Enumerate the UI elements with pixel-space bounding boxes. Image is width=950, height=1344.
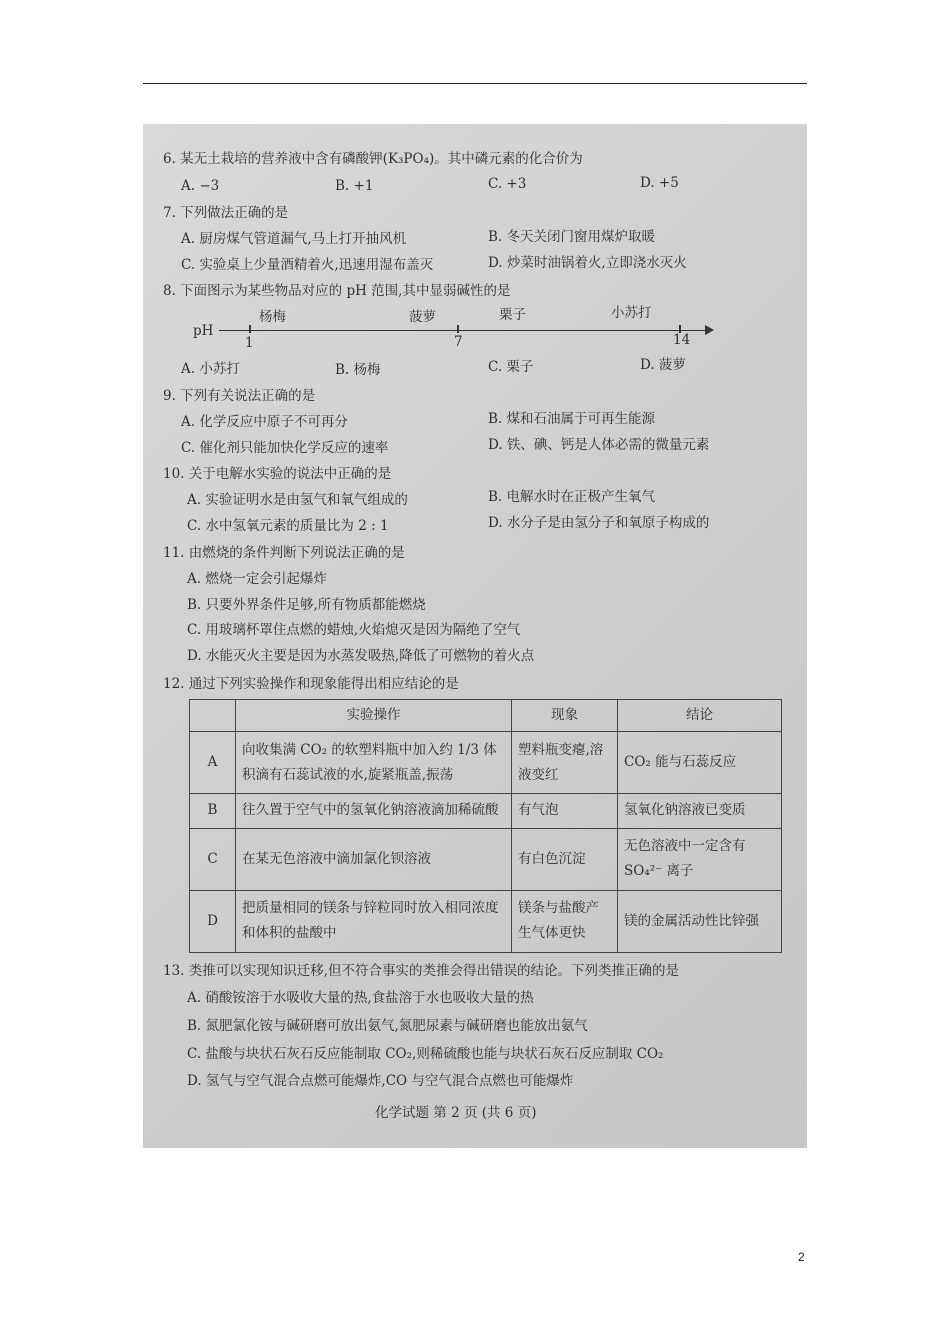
q10-stem: 10. 关于电解水实验的说法中正确的是 [163,466,392,482]
q9-stem: 9. 下列有关说法正确的是 [163,388,316,404]
q6-option-d: D. +5 [640,175,679,191]
ph-item-yangmei: 杨梅 [259,309,286,325]
ph-tick-1 [249,325,251,333]
q9-option-c: C. 催化剂只能加快化学反应的速率 [181,440,389,456]
table-cell-option: C [190,828,236,890]
q13-option-d: D. 氢气与空气混合点燃可能爆炸,CO 与空气混合点燃也可能爆炸 [187,1073,574,1089]
table-header-cell: 实验操作 [236,700,512,732]
table-header-cell [190,700,236,732]
page-footer: 化学试题 第 2 页 (共 6 页) [375,1105,537,1121]
table-cell-operation: 往久置于空气中的氢氧化钠溶液滴加稀硫酸 [236,794,512,829]
ph-tick-label-14: 14 [673,332,691,348]
table-cell-option: B [190,794,236,829]
table-cell-conclusion: 氢氧化钠溶液已变质 [618,794,782,829]
q9-option-a: A. 化学反应中原子不可再分 [181,414,348,430]
q8-option-d: D. 菠萝 [640,357,686,373]
q6-stem: 6. 某无土栽培的营养液中含有磷酸钾(K₃PO₄)。其中磷元素的化合价为 [163,151,583,167]
ph-item-lizi: 栗子 [499,307,526,323]
table-cell-conclusion: CO₂ 能与石蕊反应 [618,732,782,794]
q11-option-c: C. 用玻璃杯罩住点燃的蜡烛,火焰熄灭是因为隔绝了空气 [187,622,521,638]
table-cell-phenomenon: 有白色沉淀 [512,828,618,890]
ph-axis-label: pH [193,323,214,339]
q11-option-d: D. 水能灭火主要是因为水蒸发吸热,降低了可燃物的着火点 [187,648,535,664]
table-row [190,828,782,890]
experiment-table [189,699,782,953]
table-cell-phenomenon: 塑料瓶变瘪,溶液变红 [512,732,618,794]
table-cell-conclusion: 镁的金属活动性比锌强 [618,890,782,952]
q10-option-d: D. 水分子是由氢分子和氧原子构成的 [488,515,710,531]
q7-option-a: A. 厨房煤气管道漏气,马上打开抽风机 [181,231,407,247]
table-row [190,794,782,829]
q6-option-a: A. −3 [181,178,220,194]
q6-option-b: B. +1 [335,178,374,194]
table-row [190,732,782,794]
table-cell-operation: 在某无色溶液中滴加氯化钡溶液 [236,828,512,890]
table-row [190,890,782,952]
table-header-cell: 结论 [618,700,782,732]
q13-stem: 13. 类推可以实现知识迁移,但不符合事实的类推会得出错误的结论。下列类推正确的是 [163,963,680,979]
q6-option-c: C. +3 [488,176,527,192]
q10-option-c: C. 水中氢氧元素的质量比为 2 : 1 [187,518,389,534]
q10-option-b: B. 电解水时在正极产生氧气 [488,489,656,505]
page-number: 2 [798,1250,805,1264]
table-cell-phenomenon: 有气泡 [512,794,618,829]
q8-stem: 8. 下面图示为某些物品对应的 pH 范围,其中显弱碱性的是 [163,283,511,299]
q7-option-c: C. 实验桌上少量酒精着火,迅速用湿布盖灭 [181,257,434,273]
table-cell-option: D [190,890,236,952]
q12-stem: 12. 通过下列实验操作和现象能得出相应结论的是 [163,676,459,692]
ph-scale-arrow-icon [705,325,714,335]
q13-option-b: B. 氮肥氯化铵与碱研磨可放出氨气,氮肥尿素与碱研磨也能放出氨气 [187,1018,588,1034]
table-cell-operation: 把质量相同的镁条与锌粒同时放入相同浓度和体积的盐酸中 [236,890,512,952]
header-rule [143,83,807,84]
q8-option-b: B. 杨梅 [335,362,381,378]
table-cell-phenomenon: 镁条与盐酸产生气体更快 [512,890,618,952]
q9-option-d: D. 铁、碘、钙是人体必需的微量元素 [488,437,710,453]
q11-option-a: A. 燃烧一定会引起爆炸 [187,571,327,587]
q8-option-a: A. 小苏打 [181,361,240,377]
q7-option-d: D. 炒菜时油锅着火,立即浇水灭火 [488,255,687,271]
q7-option-b: B. 冬天关闭门窗用煤炉取暖 [488,229,656,245]
ph-item-boluo: 菠萝 [409,309,436,325]
ph-scale-line [219,330,709,331]
exam-page-photo [143,124,807,1148]
ph-item-xiaosuda: 小苏打 [611,305,652,321]
q9-option-b: B. 煤和石油属于可再生能源 [488,411,656,427]
table-header-row [190,700,782,732]
q13-option-a: A. 硝酸铵溶于水吸收大量的热,食盐溶于水也吸收大量的热 [187,990,534,1006]
ph-tick-label-1: 1 [245,335,254,351]
q8-option-c: C. 栗子 [488,359,534,375]
ph-tick-label-7: 7 [454,334,463,350]
q7-stem: 7. 下列做法正确的是 [163,205,289,221]
ph-tick-7 [457,325,459,333]
table-cell-option: A [190,732,236,794]
table-header-cell: 现象 [512,700,618,732]
table-cell-operation: 向收集满 CO₂ 的软塑料瓶中加入约 1/3 体积滴有石蕊试液的水,旋紧瓶盖,振荡 [236,732,512,794]
q13-option-c: C. 盐酸与块状石灰石反应能制取 CO₂,则稀硫酸也能与块状石灰石反应制取 CO₂ [187,1046,664,1062]
table-cell-conclusion: 无色溶液中一定含有 SO₄²⁻ 离子 [618,828,782,890]
q11-stem: 11. 由燃烧的条件判断下列说法正确的是 [163,545,405,561]
q11-option-b: B. 只要外界条件足够,所有物质都能燃烧 [187,597,426,613]
q10-option-a: A. 实验证明水是由氢气和氧气组成的 [187,492,408,508]
